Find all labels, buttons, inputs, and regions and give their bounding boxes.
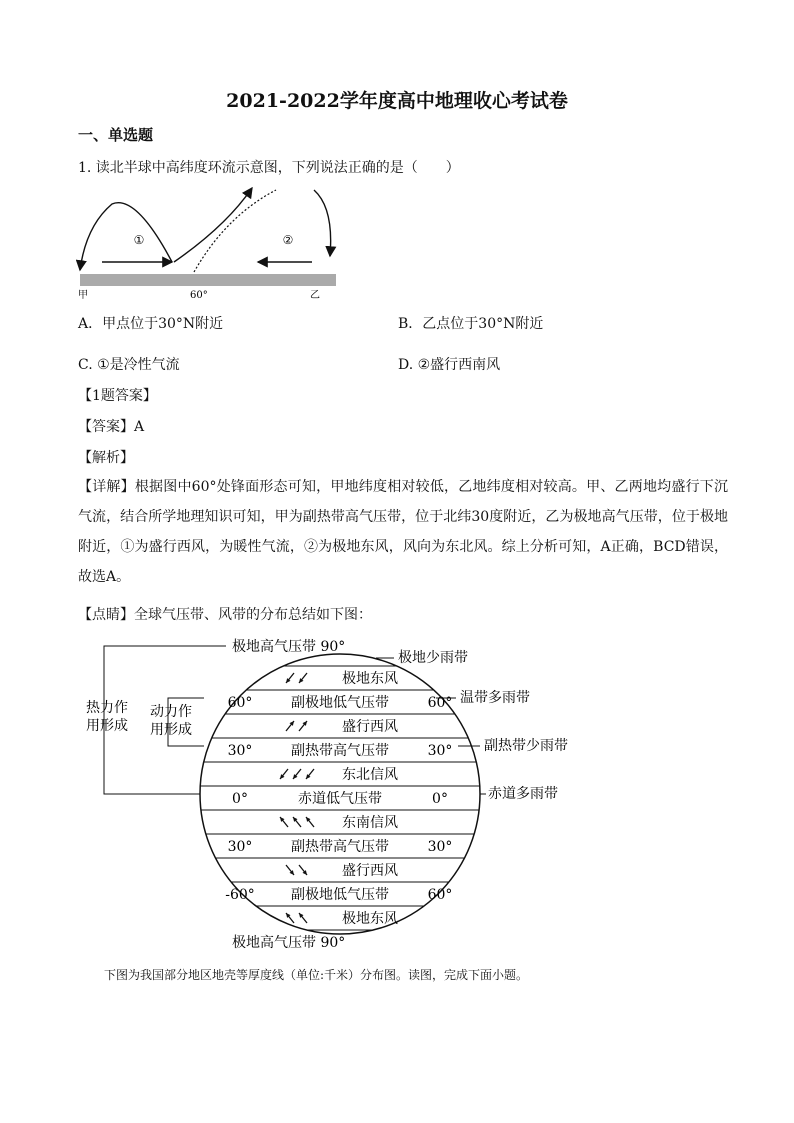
answer-line: 【答案】A [78,419,145,435]
pressure-belt-label: 副热带高气压带 [291,839,389,855]
equatorial-wet-label: 赤道多雨带 [488,786,558,802]
bottom-pole-label: 极地高气压带 90° [232,935,346,951]
cell-arrow-left [80,203,172,270]
circle-2-label: ② [282,233,294,247]
warm-rise-arrow [174,188,252,262]
tip-line: 【点睛】全球气压带、风带的分布总结如下图： [78,607,372,623]
top-pole-label: 极地高气压带 90° [232,639,346,655]
jia-label: 甲 [78,290,88,301]
latitude-left-label: -60° [225,887,255,903]
wind-belt-label: 盛行西风 [342,719,398,735]
thermal-label-1: 热力作 [86,700,128,716]
yi-label: 乙 [310,290,320,301]
wind-belt-label: 东北信风 [342,767,398,783]
temperate-wet-label: 温带多雨带 [460,690,530,706]
latitude-right-label: 30° [427,839,453,855]
answer-tag: 【1题答案】 [78,388,157,404]
analysis-heading: 【解析】 [78,450,134,466]
circulation-figure [76,186,340,302]
circle-1-label: ① [133,233,145,247]
option-b: B．乙点位于30°N附近 [398,316,544,332]
section-heading: 一、单选题 [78,126,154,144]
latitude-right-label: 60° [427,695,453,711]
latitude-right-label: 60° [427,887,453,903]
option-a: A．甲点位于30°N附近 [78,316,224,332]
thermal-label-2: 用形成 [86,718,128,734]
subtropical-dry-label: 副热带少雨带 [484,738,568,754]
pressure-belt-label: 副热带高气压带 [291,743,389,759]
question-stem: 1. 读北半球中高纬度环流示意图，下列说法正确的是（ ） [78,160,460,176]
latitude-left-label: 30° [227,743,253,759]
page-title: 2021-2022学年度高中地理收心考试卷 [226,90,568,112]
pressure-belt-label: 副极地低气压带 [291,887,389,903]
dynamic-label-2: 用形成 [150,722,192,738]
latitude-left-label: 30° [227,839,253,855]
option-c: C. ①是冷性气流 [78,357,180,373]
caption: 下图为我国部分地区地壳等厚度线（单位:千米）分布图。读图，完成下面小题。 [104,968,529,982]
pressure-belt-diagram [76,632,596,958]
option-d: D. ②盛行西南风 [398,357,501,373]
dynamic-label-1: 动力作 [150,704,192,720]
wind-belt-label: 东南信风 [342,815,398,831]
cell-arrow-right [314,190,331,256]
latitude-left-label: 0° [232,791,248,807]
detail-paragraph: 【详解】根据图中60°处锋面形态可知，甲地纬度相对较低，乙地纬度相对较高。甲、乙两地均盛行下沉气流，结合所学地理知识可知，甲为副热带高气压带，位于北纬30度附近，乙为极地高气压带，位于极地附近，①为盛行西风，为暖性气流，②为极地东风，风向为东北风。综上分析可知，A正确，BCD错误，故选A。 [78,479,728,585]
sixty-label: 60° [190,290,208,301]
wind-belt-label: 极地东风 [342,911,398,927]
ground-bar [80,274,336,286]
pressure-belt-label: 赤道低气压带 [298,791,382,807]
latitude-right-label: 30° [427,743,453,759]
wind-belt-label: 盛行西风 [342,863,398,879]
latitude-right-label: 0° [432,791,448,807]
pressure-belt-label: 副极地低气压带 [291,695,389,711]
polar-dry-label: 极地少雨带 [398,650,468,666]
latitude-left-label: 60° [227,695,253,711]
wind-belt-label: 极地东风 [342,671,398,687]
front-line [194,190,276,272]
